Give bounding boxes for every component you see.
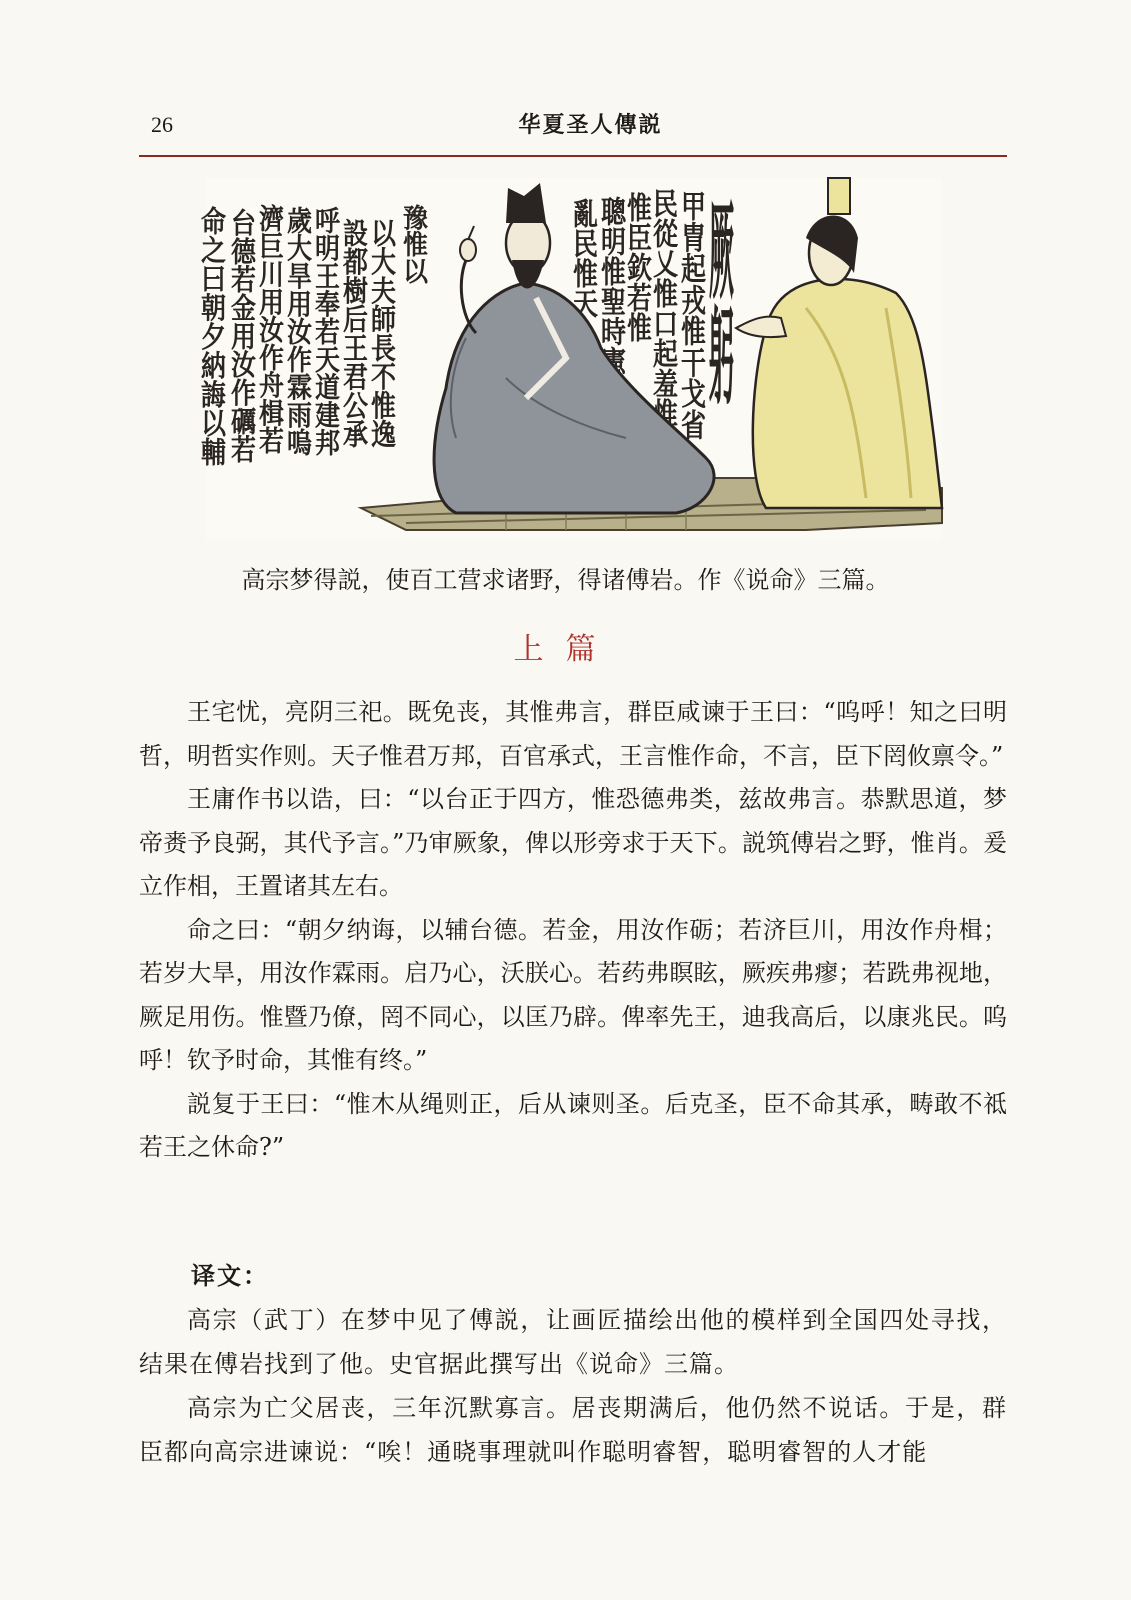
calligraphy-column: 民從乂惟口起羞惟	[649, 188, 679, 388]
calligraphy-column: 厥躬	[705, 196, 735, 246]
calligraphy-column: 甲胄起戎惟干戈省	[677, 190, 707, 390]
calligraphy-column: 以大夫師長不惟逸	[367, 218, 397, 418]
header-rule	[139, 155, 1007, 157]
paragraph: 王庸作书以诰，曰：“以台正于四方，惟恐德弗类，兹故弗言。恭默思道，梦帝赉予良弼，其代予言。”乃审厥象，俾以形旁求于天下。説筑傅岩之野，惟肖。爰立作相，王置诸其左右。	[139, 785, 1007, 900]
calligraphy-column: 命之曰朝夕納誨以輔	[197, 206, 227, 431]
paragraph: 王宅忧，亮阴三祀。既免丧，其惟弗言，群臣咸谏于王曰：“呜呼！知之曰明哲，明哲实作则。天子惟君万邦，百官承式，王言惟作命，不言，臣下罔攸禀令。”	[139, 698, 1007, 770]
calligraphy-column: 惟臣欽若惟	[623, 192, 653, 317]
illustration	[197, 178, 942, 540]
calligraphy-column: 豫惟以	[399, 204, 429, 279]
translation-text	[139, 1298, 1007, 1474]
paragraph: 命之曰：“朝夕纳诲，以辅台德。若金，用汝作砺；若济巨川，用汝作舟楫；若岁大旱，用汝作霖雨。启乃心，沃朕心。若药弗瞑眩，厥疾弗瘳；若跣弗视地，厥足用伤。惟暨乃僚，罔不同心，以匡乃辟。俾率先王，迪我高后，以康兆民。呜呼！钦予时命，其惟有终。”	[139, 915, 1007, 1074]
page-number: 26	[151, 112, 173, 137]
ink-painting	[197, 178, 942, 540]
calligraphy-column: 歲大旱用汝作霖雨嗚	[283, 206, 313, 431]
calligraphy-column: 聰明惟聖時憲	[597, 196, 627, 346]
calligraphy-column: 呼明王奉若天道建邦	[311, 206, 341, 431]
translation-paragraph: 高宗（武丁）在梦中见了傅説，让画匠描绘出他的模样到全国四处寻找，结果在傅岩找到了他。史官据此撰写出《说命》三篇。	[139, 1306, 1007, 1378]
calligraphy-column: 台德若金用汝作礪若	[227, 208, 257, 433]
running-title: 华夏圣人傳説	[518, 112, 663, 138]
calligraphy-column: 濟巨川用汝作舟楫若	[255, 204, 285, 429]
translation-label: 译文：	[191, 1261, 269, 1290]
paragraph: 説复于王曰：“惟木从绳则正，后从谏则圣。后克圣，臣不命其承，畴敢不祗若王之休命?”	[139, 1089, 1007, 1161]
translation-paragraph: 高宗为亡父居丧，三年沉默寡言。居丧期满后，他仍然不说话。于是，群臣都向高宗进谏说：“唉！通晓事理就叫作聪明睿智，聪明睿智的人才能	[139, 1394, 1007, 1466]
figure-caption: 高宗梦得説，使百工营求诸野，得诸傅岩。作《说命》三篇。	[241, 566, 890, 594]
section-title: 上篇	[513, 632, 618, 667]
calligraphy-column: 亂民惟天	[569, 198, 599, 298]
calligraphy-column: 設都樹后王君公承	[339, 218, 369, 418]
classical-text	[139, 691, 1007, 1170]
